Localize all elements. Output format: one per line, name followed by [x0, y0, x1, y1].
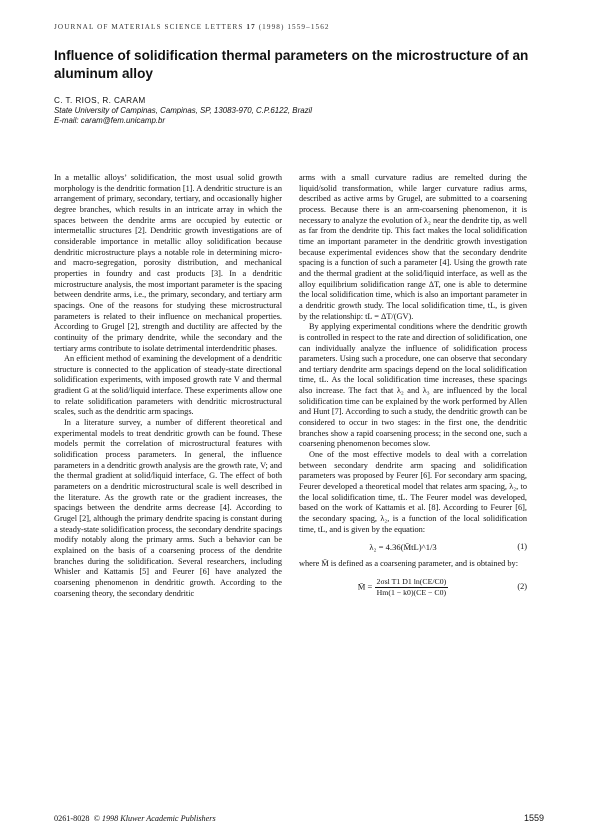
journal-header	[54, 23, 330, 31]
paragraph: arms with a small curvature radius are remelted during the liquid/solid transformation, while larger curvature radius arms, described as active arms by Grugel, are submitted to a coarsening process. Because there is an arm-coarsening phenomenon, it is necessary to analyze the evolution of λ₂ near the dendrite tip, as well as far from the dendrite tip. This fact makes the local solidification time an important parameter in the dendritic growth investigation because experimental evidences show that the secondary dendrite spacing is a function of such a parameter [4]. Using the growth rate and the thermal gradient at the solid/liquid interface, as well as the alloy equilibrium solidification range ΔT, one is able to determine the local solidification time, which is also an important parameter in a dendritic growth study. The local solidification time, tL, is given by the relationship: tL = ΔT/(GV).	[299, 173, 527, 321]
footer-issn-copyright	[54, 814, 216, 823]
equation-2-lhs: M̄ =	[357, 581, 373, 592]
affiliation: State University of Campinas, Campinas, SP, 13083-970, C.P.6122, Brazil	[54, 106, 313, 115]
journal-name: JOURNAL OF MATERIALS SCIENCE LETTERS	[54, 23, 244, 31]
paragraph: where M̄ is defined as a coarsening parameter, and is obtained by:	[299, 558, 518, 568]
paragraph: An efficient method of examining the development of a dendritic structure is connected to the application of steady-state directional solidification experiments, with imposed growth rate V and thermal gradient G at the solid/liquid interface. These experiments allow one to relate solidification parameters with dendritic microstructural scales, such as the dendritic arm spacings.	[54, 354, 282, 417]
copyright-notice: © 1998 Kluwer Academic Publishers	[93, 814, 216, 823]
paragraph: By applying experimental conditions where the dendritic growth is controlled in respect to the rate and direction of solidification, one can individually analyze the influence of solidification process parameters. Using such a procedure, one can observe that secondary and tertiary dendrite arm spacings depend on the local solidification time, tL. As the local solidification time increases, these spacings also increase. The fact that λ₂ and λ₃ are influenced by the local solidification time can be explained by the work performed by Allen and Hunt [7]. According to such a study, the dendritic growth can be considered to occur in two stages: in the first one, the dendritic branches show a rapid coarsening process; in the second one, such a coarsening phenomenon becomes slow.	[299, 322, 527, 449]
equation-1-number: (1)	[517, 542, 527, 552]
article-title: Influence of solidification thermal parameters on the microstructure of an aluminum alloy	[54, 48, 529, 81]
article-authors: C. T. RIOS, R. CARAM	[54, 96, 146, 105]
issn: 0261-8028	[54, 814, 90, 823]
equation-2	[299, 577, 527, 598]
equation-2-fraction	[375, 577, 449, 598]
equation-2-denominator: Hm(1 − k0)(CE − C0)	[376, 587, 447, 597]
author-email: E-mail: caram@fem.unicamp.br	[54, 116, 166, 126]
left-column	[54, 173, 282, 599]
journal-year-pages: (1998) 1559–1562	[258, 23, 330, 31]
journal-volume: 17	[246, 23, 256, 31]
equation-1-body: λ₂ = 4.36(M̄tL)^1/3	[369, 542, 437, 553]
right-column	[299, 173, 527, 604]
paragraph: One of the most effective models to deal with a correlation between secondary dendrite arm spacing and solidification parameters was proposed by Feurer [6]. For secondary arm spacing, Feurer developed a theoretical model that relates arm spacing, λ₂, to the local solidification time, tL. The Feurer model was developed, based on the work of Kattamis et al. [8]. According to Feurer [6], the secondary spacing, λ₂, is a function of the local solidification time, tL, and is given by the equation:	[299, 450, 527, 534]
equation-2-number: (2)	[517, 581, 527, 591]
author-affiliation-block	[54, 106, 312, 127]
paragraph: In a literature survey, a number of different theoretical and experimental models to treat dendritic growth can be found. These models permit the correlation of microstructural features with solidification process parameters. In general, the influence parameters in a dendritic growth analysis are the growth rate, V; and the thermal gradient at solid/liquid interface, G. The effect of both parameters on a dendritic microstructural scale is well described in the literature. As the growth rate or the gradient increases, the spacings between the dendrite arms decrease [4]. According to Grugel [2], although the primary dendrite spacing is constant during a steady-state solidification process, the secondary dendrite spacings modify notably along the primary arms. Such a behavior can be explained on the basis of a coarsening process of the dendrite branches during the solidification. Several researchers, including Whisler and Kattamis [5] and Feurer [6] have analyzed the coarsening phenomenon in dendritic growth. According to the coarsening theory, the secondary dendritic	[54, 418, 282, 598]
equation-1	[299, 542, 527, 553]
page-number: 1559	[523, 813, 544, 823]
equation-2-body	[299, 577, 507, 598]
equation-2-numerator: 2σsl T1 D1 ln(CE/C0)	[376, 576, 447, 586]
paragraph: In a metallic alloys’ solidification, the most usual solid growth morphology is the dendritic formation [1]. A dendritic structure is an arrangement of primary, secondary, tertiary, and occasionally higher degree branches, which results in an intricate array in which the spaces between the dendrite arms are occupied by eutectic or intermetallic structures [2]. Dendritic growth investigations are of considerable importance in metallic alloy solidification because dendritic microstructure plays a notable role in determining micro- and macro-segregation, porosity distribution, and mechanical properties in foundry and cast products [3]. In a dendritic microstructure analysis, the most important parameter is the spacing between dendrite arms, i.e., the primary, secondary, and tertiary arm spacings. One of the reasons for studying these microstructural parameters is related to their influence on mechanical properties. According to Grugel [2], strength and ductility are affected by the continuity of the primary dendrite, while the secondary and the tertiary arms contribute to isolate detrimental interdendritic phases.	[54, 173, 282, 353]
